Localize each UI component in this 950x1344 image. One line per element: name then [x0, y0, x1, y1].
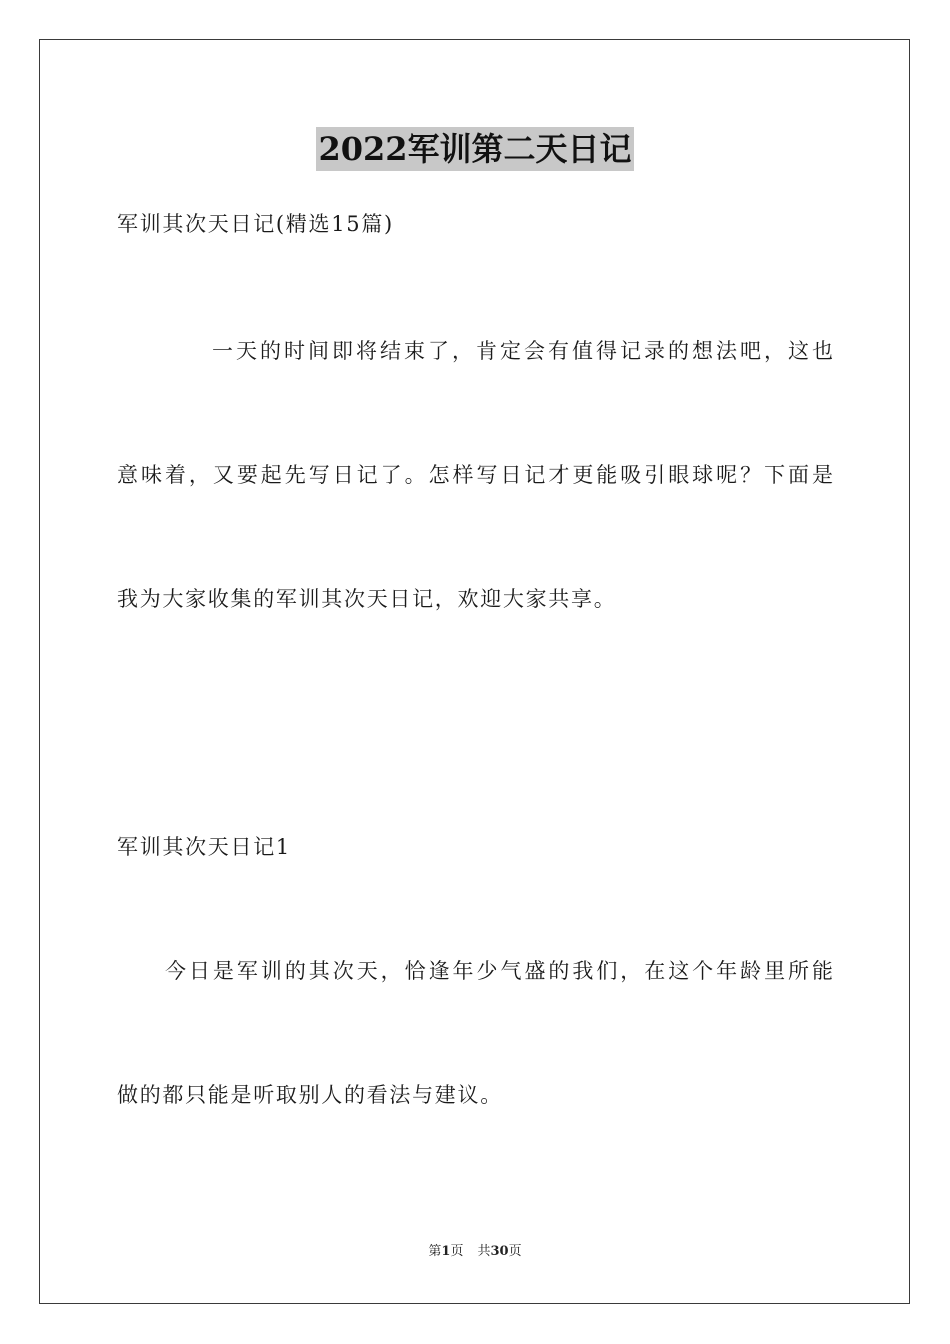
footer-total-prefix: 共 — [477, 1244, 491, 1259]
footer-page-number: 1 — [441, 1244, 451, 1259]
footer-page-suffix: 页 — [450, 1244, 464, 1259]
page-footer — [0, 1243, 950, 1261]
section-heading: 军训其次天日记1 — [117, 835, 291, 859]
intro-line-3: 我为大家收集的军训其次天日记，欢迎大家共享。 — [117, 587, 617, 611]
footer-total-suffix: 页 — [508, 1244, 522, 1259]
footer-page-prefix: 第 — [428, 1244, 442, 1259]
document-subtitle: 军训其次天日记(精选15篇) — [117, 212, 394, 236]
document-title: 2022军训第二天日记 — [316, 127, 633, 171]
footer-total-pages: 30 — [490, 1244, 509, 1259]
section-line-1: 今日是军训的其次天，恰逢年少气盛的我们，在这个年龄里所能 — [165, 959, 833, 983]
document-title-container — [0, 127, 950, 171]
intro-line-2: 意味着，又要起先写日记了。怎样写日记才更能吸引眼球呢？下面是 — [117, 463, 833, 487]
intro-line-1: 一天的时间即将结束了，肯定会有值得记录的想法吧，这也 — [212, 339, 833, 363]
section-line-2: 做的都只能是听取别人的看法与建议。 — [117, 1083, 503, 1107]
